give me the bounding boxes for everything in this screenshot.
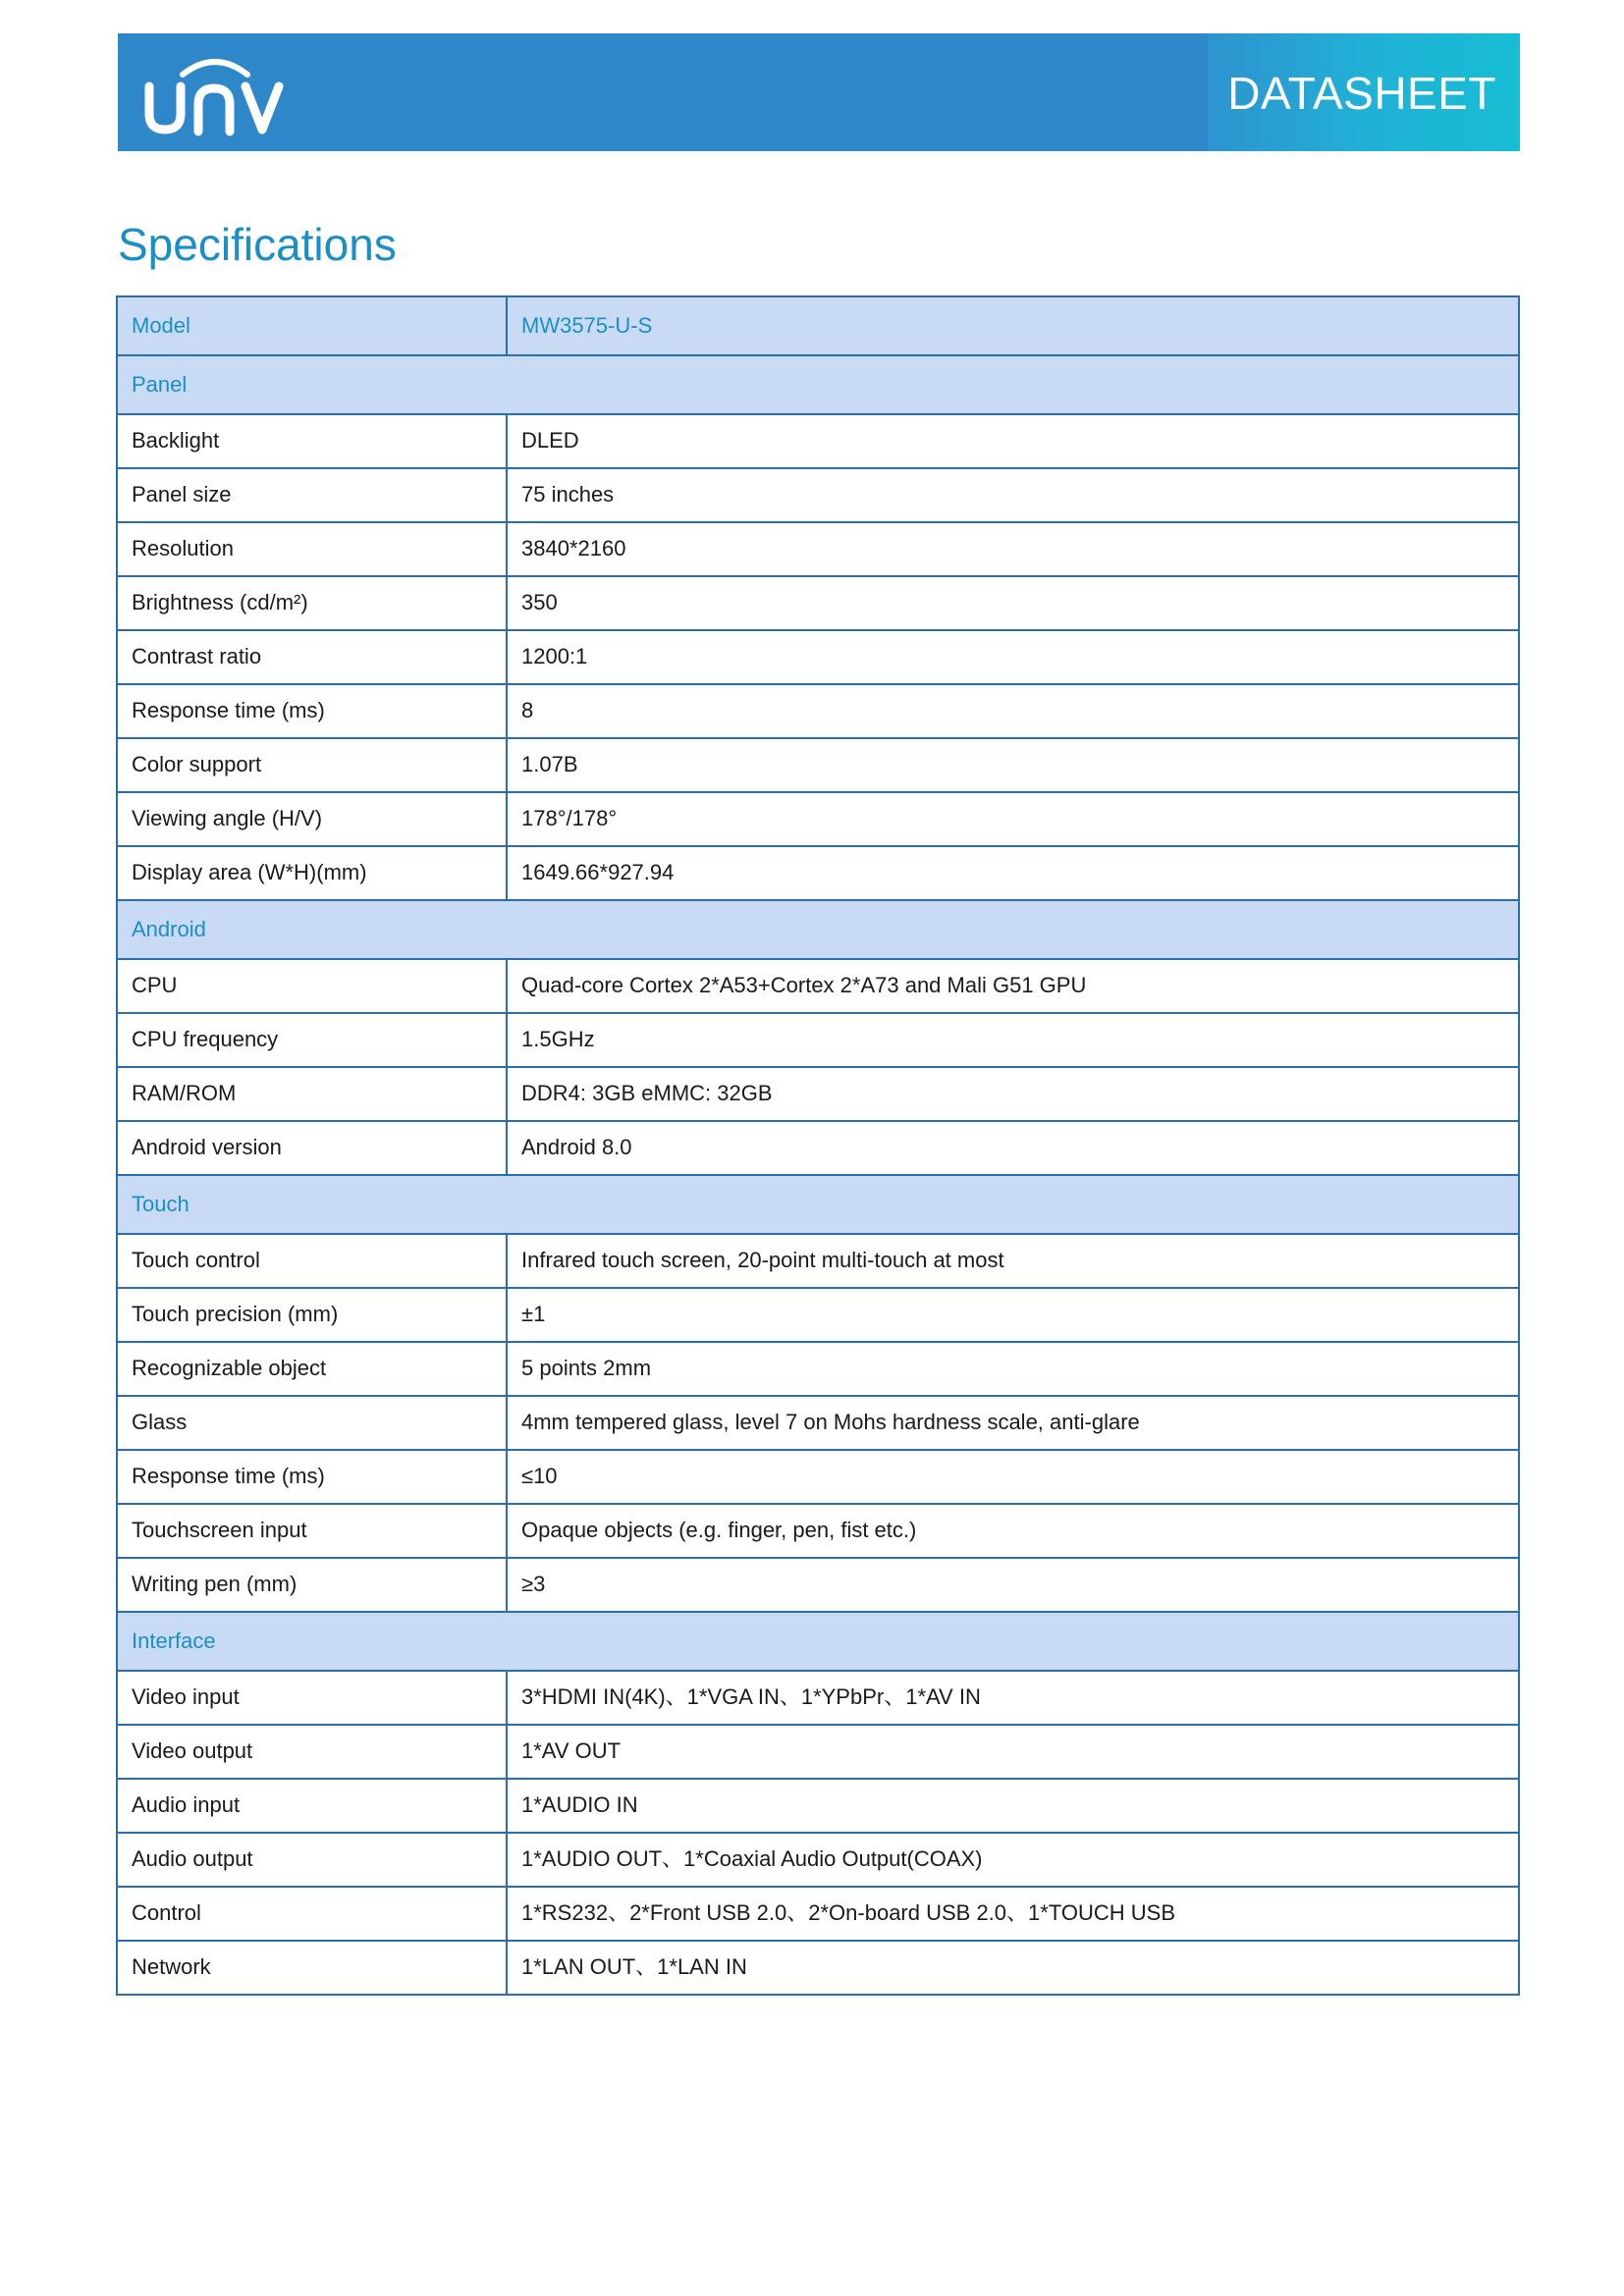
- spec-label: Audio input: [117, 1779, 507, 1833]
- table-row: [117, 738, 1519, 792]
- spec-label: Recognizable object: [117, 1342, 507, 1396]
- section-header-android: [117, 900, 1519, 959]
- table-row: [117, 630, 1519, 684]
- spec-value: 1*AV OUT: [507, 1725, 1519, 1779]
- spec-label: Writing pen (mm): [117, 1558, 507, 1612]
- table-row: [117, 959, 1519, 1013]
- spec-label: Color support: [117, 738, 507, 792]
- spec-value: DDR4: 3GB eMMC: 32GB: [507, 1067, 1519, 1121]
- table-row: [117, 1013, 1519, 1067]
- spec-table: [116, 295, 1520, 1996]
- section-header-panel: [117, 355, 1519, 414]
- spec-label: RAM/ROM: [117, 1067, 507, 1121]
- table-row: [117, 1396, 1519, 1450]
- table-row: [117, 1234, 1519, 1288]
- table-row: [117, 684, 1519, 738]
- spec-label: Video output: [117, 1725, 507, 1779]
- table-row: [117, 1779, 1519, 1833]
- spec-value: 1*RS232、2*Front USB 2.0、2*On-board USB 2.0、1*TOUCH USB: [507, 1887, 1519, 1941]
- spec-label: Video input: [117, 1671, 507, 1725]
- spec-value: 1.5GHz: [507, 1013, 1519, 1067]
- spec-value: 4mm tempered glass, level 7 on Mohs hardness scale, anti-glare: [507, 1396, 1519, 1450]
- section-title: Panel: [117, 355, 1519, 414]
- section-title: Touch: [117, 1175, 1519, 1234]
- spec-value: 8: [507, 684, 1519, 738]
- table-row: [117, 1342, 1519, 1396]
- section-header-touch: [117, 1175, 1519, 1234]
- table-row: [117, 1558, 1519, 1612]
- spec-label: Control: [117, 1887, 507, 1941]
- spec-value: 1649.66*927.94: [507, 846, 1519, 900]
- table-row: [117, 414, 1519, 468]
- spec-value: 1*LAN OUT、1*LAN IN: [507, 1941, 1519, 1995]
- table-row: [117, 522, 1519, 576]
- header-banner: [118, 33, 1520, 151]
- table-row: [117, 1941, 1519, 1995]
- section-title: Interface: [117, 1612, 1519, 1671]
- model-label: Model: [117, 296, 507, 355]
- spec-value: 1*AUDIO IN: [507, 1779, 1519, 1833]
- spec-value: 1200:1: [507, 630, 1519, 684]
- spec-label: Backlight: [117, 414, 507, 468]
- spec-value: 75 inches: [507, 468, 1519, 522]
- spec-label: Display area (W*H)(mm): [117, 846, 507, 900]
- table-row: [117, 1450, 1519, 1504]
- spec-label: CPU: [117, 959, 507, 1013]
- page-title: Specifications: [118, 219, 397, 270]
- table-row: [117, 1887, 1519, 1941]
- spec-label: Touch precision (mm): [117, 1288, 507, 1342]
- table-row: [117, 576, 1519, 630]
- spec-label: Network: [117, 1941, 507, 1995]
- table-row: [117, 792, 1519, 846]
- spec-label: Android version: [117, 1121, 507, 1175]
- model-row: [117, 296, 1519, 355]
- spec-value: 350: [507, 576, 1519, 630]
- spec-label: Resolution: [117, 522, 507, 576]
- table-row: [117, 1121, 1519, 1175]
- spec-label: CPU frequency: [117, 1013, 507, 1067]
- spec-label: Glass: [117, 1396, 507, 1450]
- spec-value: Infrared touch screen, 20-point multi-touch at most: [507, 1234, 1519, 1288]
- spec-value: 5 points 2mm: [507, 1342, 1519, 1396]
- table-row: [117, 1725, 1519, 1779]
- table-row: [117, 1671, 1519, 1725]
- spec-value: Android 8.0: [507, 1121, 1519, 1175]
- spec-value: Opaque objects (e.g. finger, pen, fist etc.): [507, 1504, 1519, 1558]
- spec-value: 1.07B: [507, 738, 1519, 792]
- spec-label: Audio output: [117, 1833, 507, 1887]
- spec-label: Contrast ratio: [117, 630, 507, 684]
- table-row: [117, 1288, 1519, 1342]
- table-row: [117, 1833, 1519, 1887]
- spec-label: Panel size: [117, 468, 507, 522]
- table-row: [117, 846, 1519, 900]
- spec-value: Quad-core Cortex 2*A53+Cortex 2*A73 and Mali G51 GPU: [507, 959, 1519, 1013]
- unv-logo: [143, 37, 291, 145]
- spec-value: 3*HDMI IN(4K)、1*VGA IN、1*YPbPr、1*AV IN: [507, 1671, 1519, 1725]
- table-row: [117, 1504, 1519, 1558]
- spec-label: Viewing angle (H/V): [117, 792, 507, 846]
- spec-value: 1*AUDIO OUT、1*Coaxial Audio Output(COAX): [507, 1833, 1519, 1887]
- spec-value: ±1: [507, 1288, 1519, 1342]
- table-row: [117, 1067, 1519, 1121]
- spec-value: 178°/178°: [507, 792, 1519, 846]
- spec-value: 3840*2160: [507, 522, 1519, 576]
- spec-label: Response time (ms): [117, 684, 507, 738]
- section-header-interface: [117, 1612, 1519, 1671]
- datasheet-title: DATASHEET: [1227, 68, 1496, 119]
- spec-label: Touch control: [117, 1234, 507, 1288]
- spec-value: ≤10: [507, 1450, 1519, 1504]
- model-value: MW3575-U-S: [507, 296, 1519, 355]
- spec-label: Response time (ms): [117, 1450, 507, 1504]
- table-row: [117, 468, 1519, 522]
- section-title: Android: [117, 900, 1519, 959]
- spec-label: Brightness (cd/m²): [117, 576, 507, 630]
- spec-value: DLED: [507, 414, 1519, 468]
- spec-value: ≥3: [507, 1558, 1519, 1612]
- spec-label: Touchscreen input: [117, 1504, 507, 1558]
